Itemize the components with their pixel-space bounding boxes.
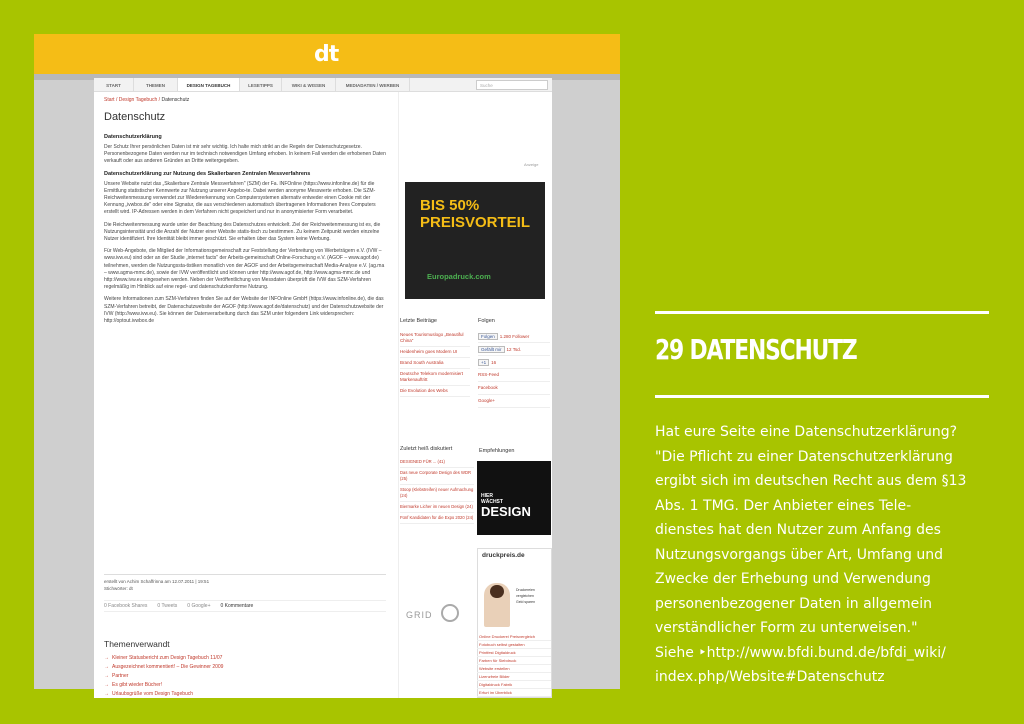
gplus-count: 16: [491, 360, 497, 365]
discussed-item[interactable]: DESIGNED FÜR ... (41): [400, 457, 474, 468]
follow-title: Folgen: [478, 318, 495, 324]
main-nav: [94, 78, 552, 92]
ad1-line1: BIS 50%: [420, 197, 480, 214]
latest-posts: [400, 318, 470, 397]
page-title: Datenschutz: [104, 111, 166, 123]
site-header-bar: [34, 34, 620, 74]
latest-item[interactable]: Die Evolution des Webs: [400, 386, 470, 397]
nav-tab-wiki[interactable]: WIKI & WISSEN: [282, 78, 336, 91]
meta-tags: Stichwörter: dt: [104, 586, 133, 591]
latest-item[interactable]: Neues Tourismuslogo „Beautiful China": [400, 330, 470, 347]
divider-bottom: [655, 395, 989, 398]
related-item[interactable]: → Urlaubsgrüße vom Design Tagebuch: [104, 690, 386, 699]
druckpreis-link[interactable]: Online Druckerei Preisvergleich: [477, 633, 551, 641]
ad2-line2: WÄCHST: [481, 499, 503, 505]
tweets-count[interactable]: 0 Tweets: [157, 603, 178, 609]
discussed-posts: [400, 446, 474, 524]
breadcrumb-current: Datenschutz: [161, 97, 190, 103]
rss-link[interactable]: RSS-Feed: [478, 369, 550, 382]
discussed-title: Zuletzt heiß diskutiert: [400, 446, 453, 452]
article-meta: [104, 574, 386, 592]
latest-item[interactable]: Heidenheim goes Modern UI: [400, 347, 470, 358]
site-logo[interactable]: dt: [314, 42, 339, 67]
latest-item[interactable]: Deutsche Telekom modernisiert Markenauftritt: [400, 369, 470, 386]
related-title: Themenverwandt: [104, 639, 170, 649]
recommend-title: Empfehlungen: [479, 448, 515, 454]
panel-line: Hat eure Seite eine Datenschutzerklärung?: [655, 424, 958, 440]
ad-banner-europadruck[interactable]: [405, 182, 545, 299]
ad2-line3: DESIGN: [481, 504, 531, 519]
panel-line: Nutzungsvorgangs über Art, Umfang und: [655, 546, 943, 563]
search-input[interactable]: Suche: [476, 80, 548, 90]
panel-link-line[interactable]: Siehe ‣http://www.bfdi.bund.de/bfdi_wiki/: [655, 644, 946, 661]
related-posts: [104, 639, 386, 699]
article-paragraph: Die Reichweitenmessung wurde unter der Beachtung des Datenschutzes entwickelt. Ziel der Reichweitenmessung ist es, die Nutzungsintensität und die Anzahl der Nutzer einer Website statis-tisch zu bestimmen. Zu keinem Zeitpunkt werden einzelne Nutzer identifiziert. Ihre Identität bleibt immer geschützt. Sie erhalten über das System keine Werbung.: [104, 221, 381, 243]
druckpreis-links: [477, 633, 551, 697]
article-paragraph: Unsere Website nutzt das „Skalierbare Zentrale Messverfahren" (SZM) der Fa. INFOnline (https://www.infonline.de) für die Ermittlung statistischer Kennwerte zur Nutzung unserer Angebo-te. Dabei werden anonyme Messwerte erhoben. Die SZM- Reichweitenmessung verwendet zur Wiedererkennung von Computersystemen alternativ entweder einen Cookie mit der Kennung „ivwbox.de" oder eine Signatur, die aus verschiedenen automatisch übertragenen Informationen Ihres Computers erstellt wird. IP-Adressen werden in dem Verfahren nicht gespeichert und nur in anonymisierter Form verarbeitet.: [104, 180, 376, 216]
ad3-brand: druckpreis.de: [482, 552, 525, 559]
panel-line: Zwecke der Erhebung und Verwendung: [655, 571, 931, 587]
person-image: [484, 583, 510, 627]
related-item[interactable]: → Partner: [104, 672, 386, 681]
druckpreis-link[interactable]: Printfest Digitaldruck: [477, 649, 551, 657]
nav-tab-lesetipps[interactable]: LESETIPPS: [240, 78, 282, 91]
follow-gplus: [478, 356, 550, 369]
panel-line: dienstes hat den Nutzer zum Anfang des: [655, 522, 941, 538]
section-heading: 29 DATENSCHUTZ: [655, 333, 857, 366]
page-content: [94, 78, 552, 698]
ad3-checks: [516, 587, 551, 605]
latest-title: Letzte Beiträge: [400, 318, 437, 324]
latest-item[interactable]: Brand South Australia: [400, 358, 470, 369]
related-item[interactable]: → Ausgezeichnet kommentiert! – Die Gewinner 2009: [104, 663, 386, 672]
druckpreis-link[interactable]: Lizenzfreie Bilder: [477, 673, 551, 681]
ad2-line1: HIER: [481, 493, 493, 499]
grid-logo[interactable]: GRID: [406, 610, 433, 620]
discussed-item[interactable]: Das neue Corporate Design des WDR (25): [400, 468, 474, 485]
article-paragraph: Weitere Informationen zum SZM-Verfahren finden Sie auf der Website der INFOnline GmbH (https://www.infonline.de), die das SZM-Verfahren betreibt, der Datenschutzwebsite der AGOF (http://www.agof.de/datenschutz) und der Datenschutzwebsite der IVW (http://www.ivw.eu). Sie können der Datenverarbeitung durch das SZM unter folgendem Link widersprechen: http://optout.ivwbox.de: [104, 296, 384, 325]
panel-link-line[interactable]: index.php/Website#Datenschutz: [655, 669, 885, 685]
panel-line: Abs. 1 TMG. Der Anbieter eines Tele-: [655, 497, 912, 514]
facebook-count: 12 Tsd.: [506, 347, 521, 352]
comments-count[interactable]: 0 Kommentare: [220, 603, 254, 609]
panel-line: "Die Pflicht zu einer Datenschutzerklärung: [655, 448, 953, 465]
discussed-item[interactable]: Fünf Kandidaten für die Expo 2020 (24): [400, 513, 474, 524]
breadcrumb-links[interactable]: Start / Design Tagebuch /: [104, 97, 161, 103]
facebook-like-button[interactable]: Gefällt mir: [478, 346, 505, 353]
article-paragraph: Für Web-Angebote, die Mitglied der Informationsgemeinschaft zur Feststellung der Verbreitung von Werbeträgern e.V. (IVW – www.ivw.eu) sind oder an der Studie „internet facts" der Arbeits-gemeinschaft Online-Forschung e.V. (AGOF – www.agof.de) teilnehmen, werden die Nutzungssta-tistiken monatlich von der AGOF und der Arbeitsgemeinschaft Media-Analyse e.V. (ag.ma – www.agma-mmc.de), sowie der IVW veröffentlicht und können unter http://www.agof.de, http://www.agma-mmc.de und http://www.ivw.eu eingesehen werden. Neben der Veröffentlichung von Messdaten überprüft die IVW das SZM-Verfahren regelmäßig im Hinblick auf eine regel- und datenschutzkonforme Nutzung.: [104, 248, 385, 291]
divider-top: [655, 311, 989, 314]
ad1-line2: PREISVORTEIL: [420, 214, 531, 231]
facebook-link[interactable]: Facebook: [478, 382, 550, 395]
ad-banner-design[interactable]: [477, 461, 551, 535]
panel-body: [655, 420, 995, 690]
nav-tab-mediadaten[interactable]: MEDIADATEN / WERBEN: [336, 78, 410, 91]
ad3-check: Geld sparen: [516, 600, 536, 604]
facebook-shares[interactable]: 0 Facebook Shares: [104, 603, 148, 609]
website-screenshot: [34, 34, 620, 697]
article-paragraph: Der Schutz Ihrer persönlichen Daten ist mir sehr wichtig. Ich halte mich strikt an die Regeln der Datenschutzgesetze. Personenbezogene Daten werden nur im technisch notwendigen Umfang erhoben. In keinem Fall werden die erhobenen Daten verkauft oder aus anderen Gründen an Dritte weitergegeben.: [104, 144, 386, 165]
panel-line: personenbezogener Daten in allgemein: [655, 595, 932, 612]
ad3-check: Druckereien vergleichen: [516, 588, 535, 598]
panel-line: verständlicher Form zu unterweisen.": [655, 620, 918, 636]
breadcrumb: [104, 97, 189, 103]
discussed-item[interactable]: Biermarke Licher im neuen Design (24): [400, 502, 474, 513]
druckpreis-link[interactable]: Farben für Siebdruck: [477, 657, 551, 665]
google-plus-link[interactable]: Google+: [478, 395, 550, 408]
twitter-count: 1.280 Follower: [499, 334, 530, 339]
druckpreis-link[interactable]: Website erstellen: [477, 665, 551, 673]
panel-line: ergibt sich im deutschen Recht aus dem §13: [655, 473, 967, 489]
ad-label: Anzeige: [524, 162, 539, 167]
meta-created: erstellt von Achim Schaffrinna am 12.07.2011 | 19:51: [104, 579, 210, 584]
google-plus-count[interactable]: 0 Google+: [187, 603, 211, 609]
gplus-button[interactable]: +1: [478, 359, 489, 366]
follow-twitter: [478, 330, 550, 343]
social-bar: [104, 600, 386, 612]
discussed-item[interactable]: Stoop (Klebstreifen) neuer Aufmachung (24): [400, 485, 474, 502]
nav-tab-start[interactable]: START: [94, 78, 134, 91]
druckpreis-link[interactable]: Fotobuch selbst gestalten: [477, 641, 551, 649]
related-item[interactable]: → Kleiner Statusbericht zum Design Tagebuch 11/07: [104, 654, 386, 663]
druckpreis-link[interactable]: Digitaldruck Fabrik: [477, 681, 551, 689]
druckpreis-link[interactable]: Erfurt im Überblick: [477, 689, 551, 697]
seal-logo-icon[interactable]: [441, 604, 459, 622]
related-item[interactable]: → Es gibt wieder Bücher!: [104, 681, 386, 690]
follow-box: [478, 318, 550, 408]
article-body: [104, 134, 386, 330]
follow-facebook: [478, 343, 550, 356]
article-heading-1: Datenschutzerklärung: [104, 134, 162, 140]
ad1-brand: Europadruck.com: [427, 272, 491, 281]
nav-tab-themen[interactable]: THEMEN: [134, 78, 178, 91]
article-heading-2: Datenschutzerklärung zur Nutzung des Skalierbaren Zentralen Messverfahrens: [104, 170, 311, 177]
twitter-follow-button[interactable]: Folgen: [478, 333, 498, 340]
nav-tab-design-tagebuch[interactable]: DESIGN TAGEBUCH: [178, 78, 240, 91]
